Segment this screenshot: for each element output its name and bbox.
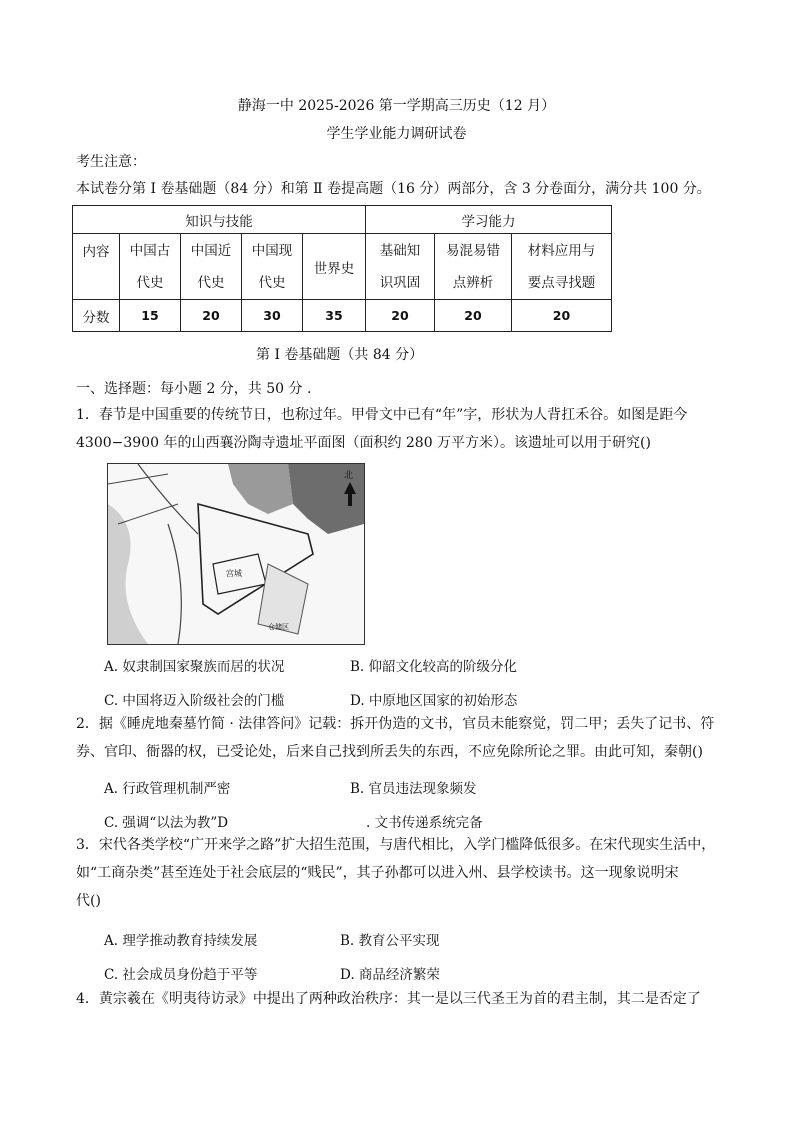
q1-option-b[interactable]: B. 仰韶文化较高的阶级分化 [350, 659, 518, 675]
table-score: 20 [512, 300, 612, 332]
table-group-knowledge: 知识与技能 [73, 206, 366, 234]
q2-line1: 2．据《睡虎地秦墓竹简 · 法律答问》记载：拆开伪造的文书，官员未能察觉，罚二甲；丢失了记书、符 [76, 716, 715, 732]
part-heading: 一、选择题：每小题 2 分，共 50 分 . [76, 381, 312, 397]
table-group-ability: 学习能力 [366, 206, 612, 234]
site-map-svg [108, 464, 364, 644]
q3-option-c[interactable]: C. 社会成员身份趋于平等 [104, 967, 258, 983]
table-score: 20 [435, 300, 512, 332]
q3-line3: 代() [76, 893, 101, 909]
q1-option-a[interactable]: A. 奴隶制国家聚族而居的状况 [104, 659, 285, 675]
table-cell: 世界史 [303, 234, 366, 300]
q3-option-d[interactable]: D. 商品经济繁荣 [340, 967, 440, 983]
table-cell: 易混易错 点辨析 [435, 234, 512, 300]
table-score: 35 [303, 300, 366, 332]
q3-line2: 如“工商杂类”甚至连处于社会底层的“贱民”，其子孙都可以进入州、县学校读书。这一现象说明宋 [76, 865, 679, 881]
table-cell: 中国近 代史 [181, 234, 242, 300]
table-row-label-content: 内容 [73, 234, 120, 300]
q1-line1: 1．春节是中国重要的传统节日，也称过年。甲骨文中已有“年”字，形状为人背扛禾谷。如图是距今 [76, 407, 688, 423]
q1-option-c[interactable]: C. 中国将迈入阶级社会的门槛 [104, 693, 285, 709]
table-score: 20 [181, 300, 242, 332]
q2-option-d[interactable]: . 文书传递系统完备 [366, 815, 483, 831]
site-map-figure [107, 463, 365, 645]
notice-label: 考生注意： [76, 154, 146, 170]
table-score: 30 [242, 300, 303, 332]
q2-option-c[interactable]: C. 强调“以法为教”D [104, 815, 229, 831]
table-cell: 中国现 代史 [242, 234, 303, 300]
table-cell: 基础知 识巩固 [366, 234, 435, 300]
page-title: 静海一中 2025-2026 第一学期高三历史（12 月） [237, 98, 556, 114]
q2-line2: 券、官印、衙器的权，已受论处，后来自己找到所丢失的东西，不应免除所论之罪。由此可知，秦朝() [76, 744, 703, 760]
table-row-label-score: 分数 [73, 300, 120, 332]
q3-option-a[interactable]: A. 理学推动教育持续发展 [104, 933, 258, 949]
map-label-palace: 宫城 [226, 569, 242, 578]
section-heading: 第 Ⅰ 卷基础题（共 84 分） [256, 347, 424, 363]
score-table [72, 205, 612, 332]
q2-option-a[interactable]: A. 行政管理机制严密 [104, 781, 231, 797]
map-label-warehouse: 仓储区 [268, 623, 289, 631]
q3-option-b[interactable]: B. 教育公平实现 [340, 933, 440, 949]
page-subtitle: 学生学业能力调研试卷 [326, 126, 467, 142]
table-cell: 中国古 代史 [120, 234, 181, 300]
q4-line1: 4．黄宗羲在《明夷待访录》中提出了两种政治秩序：其一是以三代圣王为首的君主制，其二是否定了 [76, 991, 701, 1007]
map-label-north: 北 [344, 471, 354, 481]
q2-option-b[interactable]: B. 官员违法现象频发 [350, 781, 477, 797]
q3-line1: 3．宋代各类学校“广开来学之路”扩大招生范围，与唐代相比，入学门槛降低很多。在宋代现实生活中， [76, 837, 716, 853]
q1-option-d[interactable]: D. 中原地区国家的初始形态 [350, 693, 518, 709]
notice-text: 本试卷分第 Ⅰ 卷基础题（84 分）和第 Ⅱ 卷提高题（16 分）两部分，含 3 分卷面分，满分共 100 分。 [76, 181, 711, 197]
table-cell: 材料应用与 要点寻找题 [512, 234, 612, 300]
table-score: 15 [120, 300, 181, 332]
q1-line2: 4300−3900 年的山西襄汾陶寺遗址平面图（面积约 280 万平方米）。该遗址可以用于研究() [76, 435, 651, 451]
table-score: 20 [366, 300, 435, 332]
